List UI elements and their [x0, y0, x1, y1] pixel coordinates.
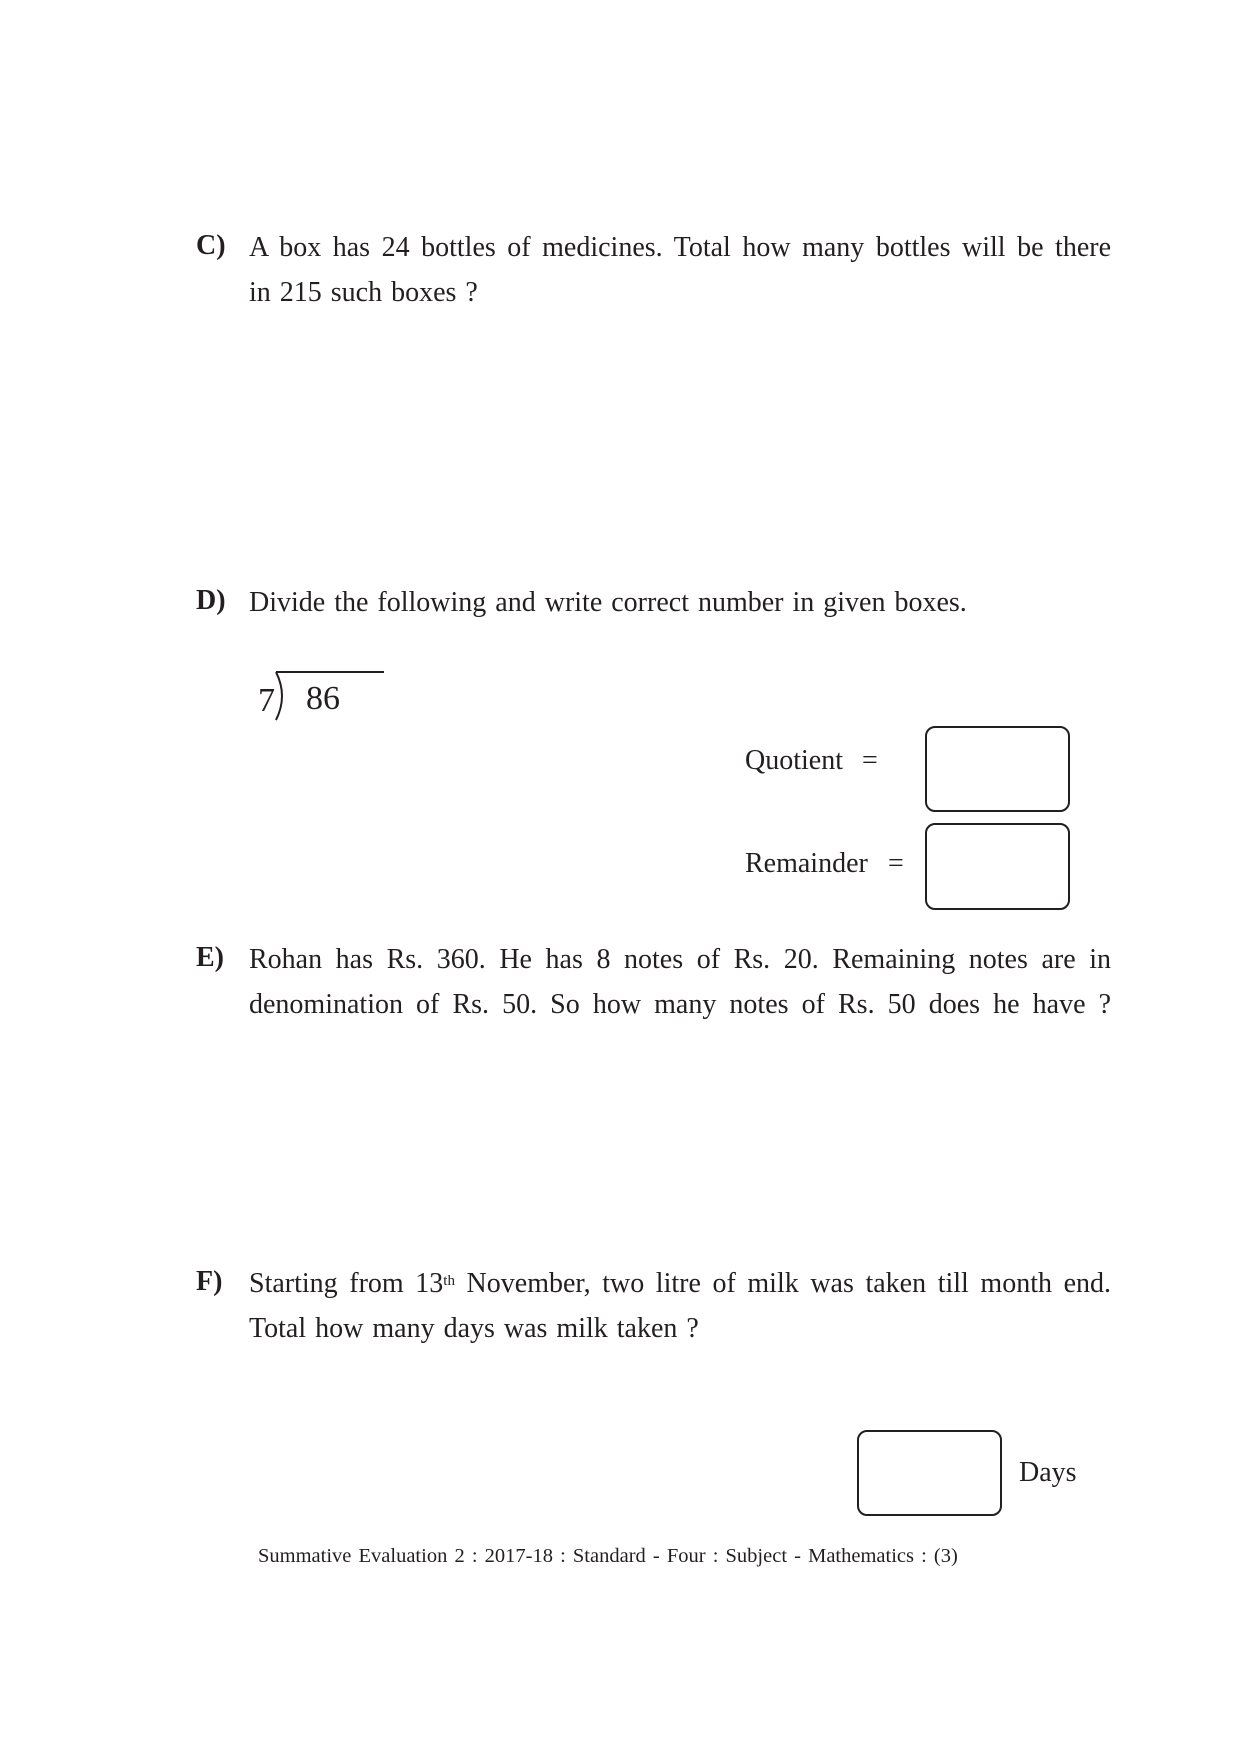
dividend: 86	[306, 680, 340, 717]
question-e-line-1: Rohan has Rs. 360. He has 8 notes of Rs. 20. Remaining notes are in	[249, 944, 1111, 975]
question-c-label: C)	[196, 230, 226, 261]
question-c-text	[249, 225, 1111, 315]
question-f-line-2: Total how many days was milk taken ?	[249, 1313, 699, 1344]
days-label: Days	[1019, 1457, 1077, 1488]
remainder-label: Remainder	[745, 848, 868, 879]
quotient-equals: =	[862, 745, 878, 776]
question-f-line-1-start: Starting from 13	[249, 1268, 444, 1299]
question-d-label: D)	[196, 585, 226, 616]
quotient-answer-box[interactable]	[925, 726, 1070, 812]
question-e-line-2: denomination of Rs. 50. So how many notes of Rs. 50 does he have ?	[249, 989, 1111, 1020]
question-f-line-1	[249, 1261, 1111, 1306]
remainder-equals: =	[888, 848, 904, 879]
question-d-line-1: Divide the following and write correct number in given boxes.	[249, 587, 967, 618]
question-d-text	[249, 580, 1111, 625]
long-division	[258, 670, 383, 722]
question-e-text	[249, 937, 1111, 1027]
question-e-label: E)	[196, 942, 224, 973]
days-answer-box[interactable]	[857, 1430, 1002, 1516]
ordinal-suffix: th	[443, 1273, 455, 1289]
page-footer: Summative Evaluation 2 : 2017-18 : Standard - Four : Subject - Mathematics : (3)	[258, 1545, 958, 1567]
question-f-text	[249, 1261, 1111, 1351]
remainder-answer-box[interactable]	[925, 823, 1070, 910]
question-c-line-1: A box has 24 bottles of medicines. Total how many bottles will be there	[249, 232, 1111, 263]
question-f-line-1-end: November, two litre of milk was taken till month end.	[454, 1268, 1111, 1299]
question-f-label: F)	[196, 1266, 223, 1297]
question-c-line-2: in 215 such boxes ?	[249, 277, 478, 308]
quotient-label: Quotient	[745, 745, 843, 776]
divisor: 7	[258, 682, 275, 719]
